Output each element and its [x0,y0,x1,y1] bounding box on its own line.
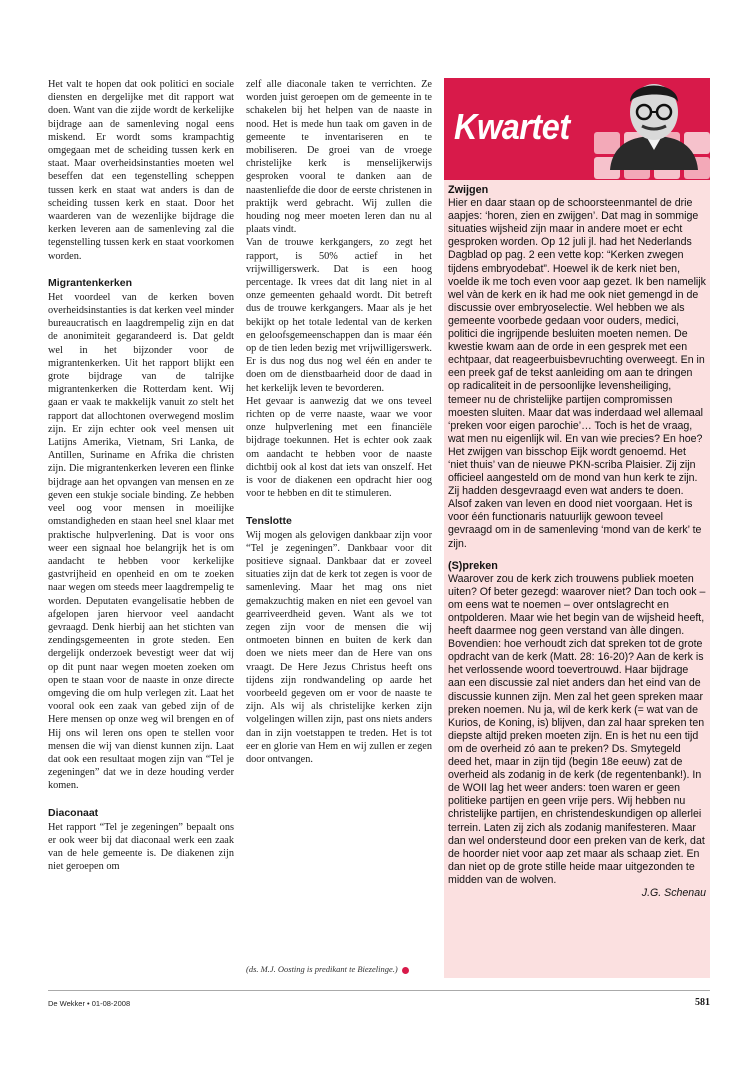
author-portrait [602,78,706,170]
author-credit [246,964,409,974]
kwartet-text [448,184,706,900]
page-number: 581 [695,997,710,1008]
author-credit-text: (ds. M.J. Oosting is predikant te Biezelinge.) [246,964,398,974]
column-left [48,78,234,873]
signature: J.G. Schenau [641,886,706,899]
kwartet-paragraph-2: Waarover zou de kerk zich trouwens publiek moeten uiten? Of beter gezegd: waarover niet? Dan toch ook – om eens wat te noemen – over ontslagrecht en ontpolderen. Maar wie het begin van de wijsheid heeft, heeft daarmee nog geen verstand van àlle dingen. Bovendien: hoe verhoudt zich dat spreken tot de grote opdracht van de kerk (Matt. 28: 16-20)? Aan de kerk is het verlossende woord toevertrouwd. Haar bijdrage aan een discussie zal niet anders dan het eind van de discussie kunnen zijn. Men zal het geen spreken maar preken noemen. Nu ja, wil de kerk kerk (= wat van de Kurios, de Koning, is) blijven, dan zal haar spreken ten diepste altijd preken moeten zijn. En is het nu een tijd om de overheid zó aan te preken? Ds. Smytegeld deed het, maar in zijn tijd (begin 18e eeuw) zat de overheid als zodanig in de kerk (de regentenbank!). In de WOII lag het weer anders: toen waren er geen politieke partijen en geen vrije pers. Wij hebben nu christelijke partijen, en christendeskundigen op allerlei terrein. Laten zij zich als zodanig manifesteren. Maar dan wel ondersteund door een preken van de kerk, dat de hoorder niet voor aap zet maar als schaap ziet. En dan niet op de grote stille heide maar uitgezonden te midden van de wolven. [448,572,706,886]
col1-paragraph-1: Het valt te hopen dat ook politici en sociale diensten en dergelijke met dit rapport wat doen. Want van die zijde wordt de kerkelijke bijdrage aan de samenleving nogal eens miskend. Er wordt soms krampachtig omgegaan met de scheiding tussen kerk en staat. Maar overheidsinstanties moeten wel beseffen dat een tegenstelling scheppen tussen kerk en staat wat anders is dan de scheiding tussen kerk en staat. Door het waarderen van de wezenlijke bijdrage die kerken leveren aan de samenleving zal die tegenstelling tussen kerk en staat voorkomen worden. [48,79,234,262]
kwartet-column [444,78,710,978]
footer-divider [48,990,710,991]
heading-tenslotte: Tenslotte [246,514,292,527]
col1-paragraph-2: Het voordeel van de kerken boven overheidsinstanties is dat kerken veel minder bureaucratisch en laagdrempelig zijn en dat de anonimiteit gegarandeerd is. Dat geldt wel in het bijzonder voor de migrantenkerken. Uit het rapport blijkt een grote bijdrage van de talrijke migrantenkerken die Rotterdam kent. Wij gaan er vaak te makkelijk vanuit zo stelt het rapport dat allochtonen overwegend moslim zijn. Er zijn echter ook veel mensen uit Latijns Amerika, Vietnam, Sri Lanka, de Antillen, Suriname en Afrika die christen zijn. Die migrantenkerken leveren een flinke bijdrage aan het opvangen van mensen en ze geven een stukje sociale binding. Ze hebben veel oog voor mensen in moeilijke omstandigheden en staan heel snel klaar met praktische hulpverlening. Dat is voor ons weer een signaal hoe belangrijk het is om aandacht te hebben voor kerkelijke gastvrijheid en openheid en om te zoeken naar wegen om steeds meer laagdrempelig te worden. Deputaten evangelisatie hebben de afgelopen jaren hiervoor veel aandacht gevraagd. Denk hierbij aan het stichten van zendingsgemeenten in grote steden. Een dergelijk onderzoek bevestigt weer dat wij op dit punt naar wegen moeten zoeken om open te staan voor de naaste in onze directe omgeving die om hulp verlegen zit. Laat het vooral ook een zaak van gebed zijn of de Here mensen op onze weg wil brengen en of Hij ons wil leren ons open te stellen voor mensen die wij van dienst kunnen zijn. Laat dat ook een resultaat mogen zijn van “Tel je zegeningen” dat we in deze houding verder komen. [48,291,234,792]
col2-paragraph-2: Van de trouwe kerkgangers, zo zegt het rapport, is 50% actief in het vrijwilligerswerk. Dat is een hoog percentage. Ik vrees dat dit lang niet in al onze gemeenten gehaald wordt. Dit betreft dus de trouwe kerkgangers. Maar als je het bekijkt op het totale ledental van de kerken en geloofsgemeenschappen dan is maar één op de tien leden bezig met vrijwilligerswerk. Er is dus nog dus nog wel één en ander te doen om de dienstbaarheid door de daad in het kerkelijk leven te bevorderen. [246,237,432,394]
kwartet-header [444,78,710,180]
heading-spreken: (S)preken [448,559,498,572]
kwartet-title: Kwartet [454,106,570,147]
col1-paragraph-3: Het rapport “Tel je zegeningen” bepaalt ons er ook weer bij dat diaconaal werk een zaak van de hele gemeente is. De diakenen zijn niet geroepen om [48,821,234,873]
column-middle [246,78,432,766]
end-mark-icon [402,967,409,974]
kwartet-paragraph-1: Hier en daar staan op de schoorsteenmantel de drie aapjes: ‘horen, zien en zwijgen’. Dat mag in sommige situaties wijsheid zijn maar in andere moet er echt gesproken worden. Op 12 juli jl. had het Nederlands Dagblad op pag. 2 een vette kop: “Kerken zwegen tijdens embryodebat”. Hoewel ik de kerk niet ben, voelde ik me toch even voor aap gezet. Ik ben namelijk wel vàn de kerk en ik had me ook niet gemengd in de discussie over embryoselectie. Wel hebben we als gemeente voorbede gedaan voor ouders, medici, politici die ingrijpende besluiten moeten nemen. De kwestie kwam aan de orde in een gesprek met een echtpaar, dat reageerbuisbevruchting overweegt. En in een preek gaf de tekst aanleiding om aan te dringen op radicaliteit in de persoonlijke levensheiliging, temeer nu de christelijke partijen compromissen moesten sluiten. Maar dat was inderdaad wel allemaal ‘preken voor eigen parochie’… Toch is het de vraag, wat men nu eigenlijk wil. En van wie precies? En hoe? Het zwijgen van bisschop Eijk wordt genoemd. Het ‘niet thuis’ van de nieuwe PKN-scriba Plaisier. Zij zijn officieel aangesteld om de mond van hun kerk te zijn. Zij hadden desgevraagd even wat anders te doen. Alsof zaken van leven en dood niet voorgaan. Het is voor één functionaris natuurlijk gewoon teveel gevraagd om in de samenleving ‘mond van de kerk’ te zijn. [448,197,706,550]
footer-publication: De Wekker • 01-08-2008 [48,999,131,1008]
heading-zwijgen: Zwijgen [448,184,489,196]
col2-paragraph-1: zelf alle diaconale taken te verrichten. Ze worden juist geroepen om de gemeente in te schakelen bij het helpen van de naaste in nood. Het is mede hun taak om gaven in de gemeente te inventariseren en te mobiliseren. De groei van de vroege christelijke kerk is menselijkerwijs gesproken vooral te danken aan de naastenliefde die door de eerste christenen in praktijk werd gebracht. Wij zullen die houding nog meer moeten leren dan nu al plaats vindt. [246,79,432,236]
heading-migrantenkerken: Migrantenkerken [48,276,133,289]
heading-diaconaat: Diaconaat [48,806,99,819]
col2-paragraph-3: Het gevaar is aanwezig dat we ons teveel richten op de verre naaste, waar we voor onze hulpverlening met een financiële bijdrage toekunnen. Het is echter ook zaak om aandacht te hebben voor de naaste dichtbij ook al kost dat iets van onszelf. Het is voor de diakenen een opdracht hier oog voor te hebben en dit te stimuleren. [246,395,432,500]
col2-paragraph-4: Wij mogen als gelovigen dankbaar zijn voor “Tel je zegeningen”. Dankbaar voor dit positieve signaal. Dankbaar dat er zoveel situaties zijn dat de kerk tot zegen is voor de samenleving. Maar het mag ons niet gemakzuchtig maken en niet een gevoel van gearriveerdheid geven. Want als we tot zegen zijn voor de mensen die wij ontmoeten binnen en buiten de kerk dan doen we niets meer dan de Here van ons vraagt. De Here Jezus Christus heeft ons tijdens zijn rondwandeling op aarde het voorbeeld gegeven om er voor de naaste te zijn. Als wij als christelijke kerken zijn volgelingen willen zijn, past ons niets anders dan in zijn voetstappen te treden. Het is tot eer en glorie van Hem en wij zullen er zegen door ontvangen. [246,529,432,765]
